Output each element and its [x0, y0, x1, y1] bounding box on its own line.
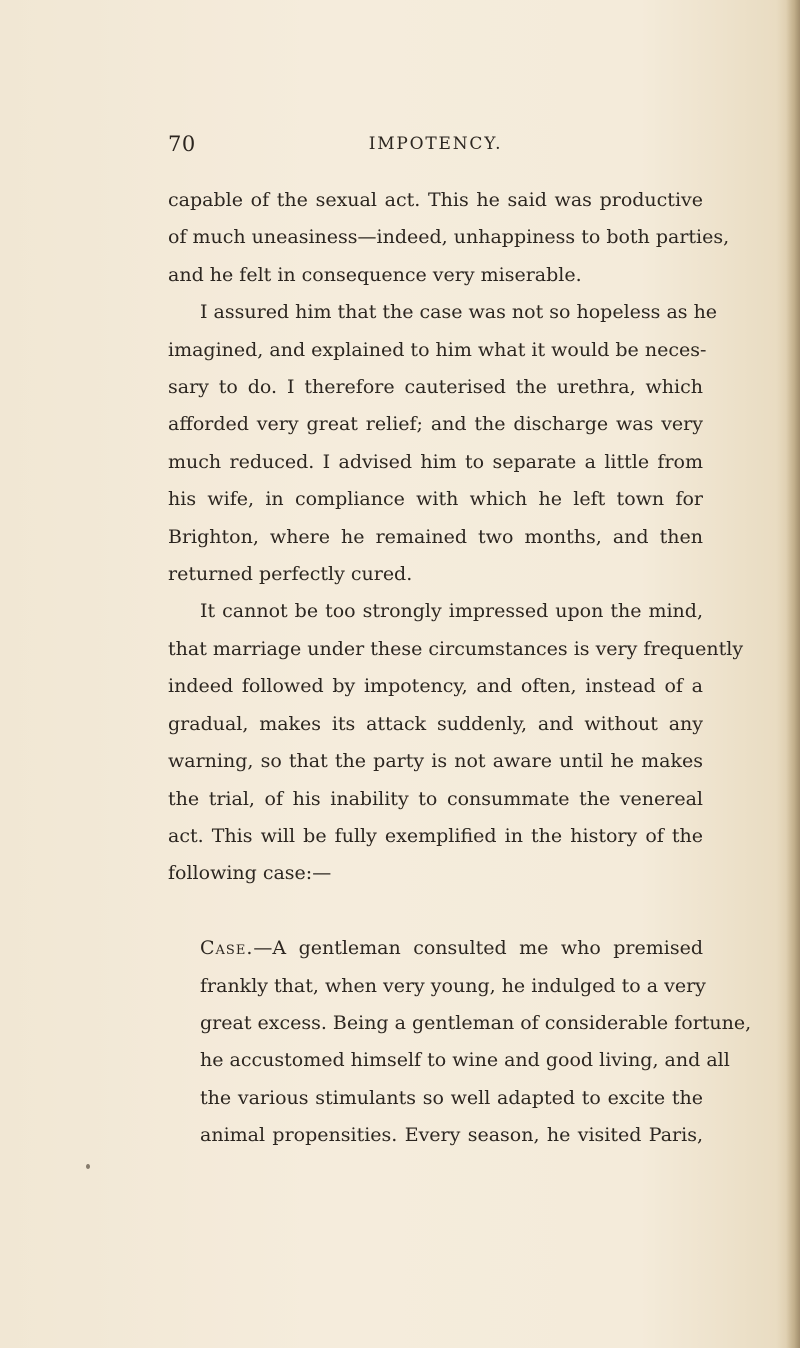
- text-line: he accustomed himself to wine and good living, and all: [200, 1049, 730, 1072]
- text-line: indeed followed by impotency, and often, instead of a: [168, 675, 703, 698]
- page-edge-shadow: [786, 0, 800, 1348]
- text-line: [168, 930, 703, 967]
- text-line: his wife, in compliance with which he left town for: [168, 488, 703, 511]
- text-line: I assured him that the case was not so hopeless as he: [200, 301, 718, 324]
- case-first-line: —A gentleman consulted me who premised: [253, 937, 703, 960]
- text-line: act. This will be fully exemplified in the history of the: [168, 824, 703, 847]
- text-line: frankly that, when very young, he indulged to a very: [200, 974, 706, 997]
- text-line: gradual, makes its attack suddenly, and without any: [168, 712, 703, 735]
- text-line: capable of the sexual act. This he said was productive: [168, 189, 703, 211]
- text-line: the various stimulants so well adapted to excite the: [200, 1086, 703, 1109]
- text-line: afforded very great relief; and the discharge was very: [168, 413, 703, 436]
- text-line: and he felt in consequence very miserable.: [168, 263, 582, 286]
- text-line: warning, so that the party is not aware until he makes: [168, 750, 703, 773]
- body-text: [168, 182, 752, 1155]
- text-line: the trial, of his inability to consummate the venereal: [168, 787, 703, 810]
- text-line: much reduced. I advised him to separate a little from: [168, 450, 703, 473]
- text-line: sary to do. I therefore cauterised the urethra, which: [168, 376, 703, 399]
- text-line: returned perfectly cured.: [168, 563, 413, 586]
- paragraph: [168, 593, 744, 892]
- text-line: great excess. Being a gentleman of considerable fortune,: [200, 1011, 752, 1034]
- text-line: animal propensities. Every season, he visited Paris,: [200, 1124, 703, 1147]
- text-line: Brighton, where he remained two months, and then: [168, 525, 703, 548]
- text-line: following case:—: [168, 862, 332, 885]
- case-label: Case.: [200, 937, 254, 960]
- paragraph: [168, 182, 730, 294]
- page-header: [168, 132, 703, 162]
- paper-speck: [86, 1164, 90, 1169]
- page-number: 70: [168, 132, 196, 156]
- case-paragraph: [168, 930, 752, 1154]
- text-line: It cannot be too strongly impressed upon the mind,: [200, 600, 703, 623]
- paragraph: [168, 294, 718, 593]
- text-line: imagined, and explained to him what it would be neces-: [168, 338, 707, 361]
- text-line: of much uneasiness—indeed, unhappiness to both parties,: [168, 226, 730, 249]
- text-line: that marriage under these circumstances is very frequently: [168, 637, 744, 660]
- running-head: IMPOTENCY.: [368, 134, 503, 154]
